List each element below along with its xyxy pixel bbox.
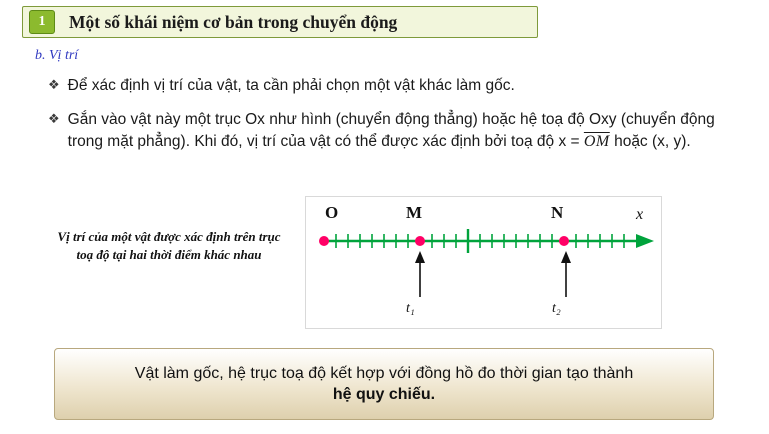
axis-arrow-icon [636,234,654,248]
section-number-badge: 1 [29,10,55,34]
label-m: M [406,203,423,222]
sub-heading: b. Vị trí [35,48,79,63]
summary-line-2: hệ quy chiếu. [332,385,436,403]
bullet-item-2 [48,110,720,153]
point-o-marker [319,236,329,246]
summary-box [54,348,714,420]
page-title: Một số khái niệm cơ bản trong chuyển động [69,11,398,32]
time-indicator-arrows [415,251,571,297]
bullet-text-2-part1: Gắn vào vật này một trục Ox như hình (chuyển động thẳng) hoặc hệ toạ độ Oxy (chuyển động trong mặt phẳng). Khi đó, vị trí của vật có thể được xác định bởi toạ độ x = [67,111,715,150]
bullet-item-1 [48,76,708,97]
summary-line-1: Vật làm gốc, hệ trục toạ độ kết hợp với đồng hồ đo thời gian tạo thành [134,364,634,382]
label-time-2: t₂ [552,301,561,316]
slide-header [22,6,538,38]
label-o: O [325,203,339,222]
bullet-marker-icon: ❖ [48,111,60,126]
bullet-text-1: Để xác định vị trí của vật, ta cần phải chọn một vật khác làm gốc. [67,77,515,94]
bullet-marker-icon: ❖ [48,77,60,92]
label-time-1: t₁ [406,301,415,316]
label-axis-x: x [636,206,644,223]
bullet-text-2 [68,110,720,153]
vector-om-symbol: $\overline{OM}$ [583,132,610,150]
point-m-marker [415,236,425,246]
coordinate-axis-figure [305,196,662,329]
point-n-marker [559,236,569,246]
label-n: N [551,203,564,222]
axis-diagram-svg [306,197,661,328]
figure-caption: Vị trí của một vật được xác định trên trục toạ độ tại hai thời điểm khác nhau [57,229,281,263]
bullet-text-2-part2: hoặc (x, y). [609,132,691,150]
